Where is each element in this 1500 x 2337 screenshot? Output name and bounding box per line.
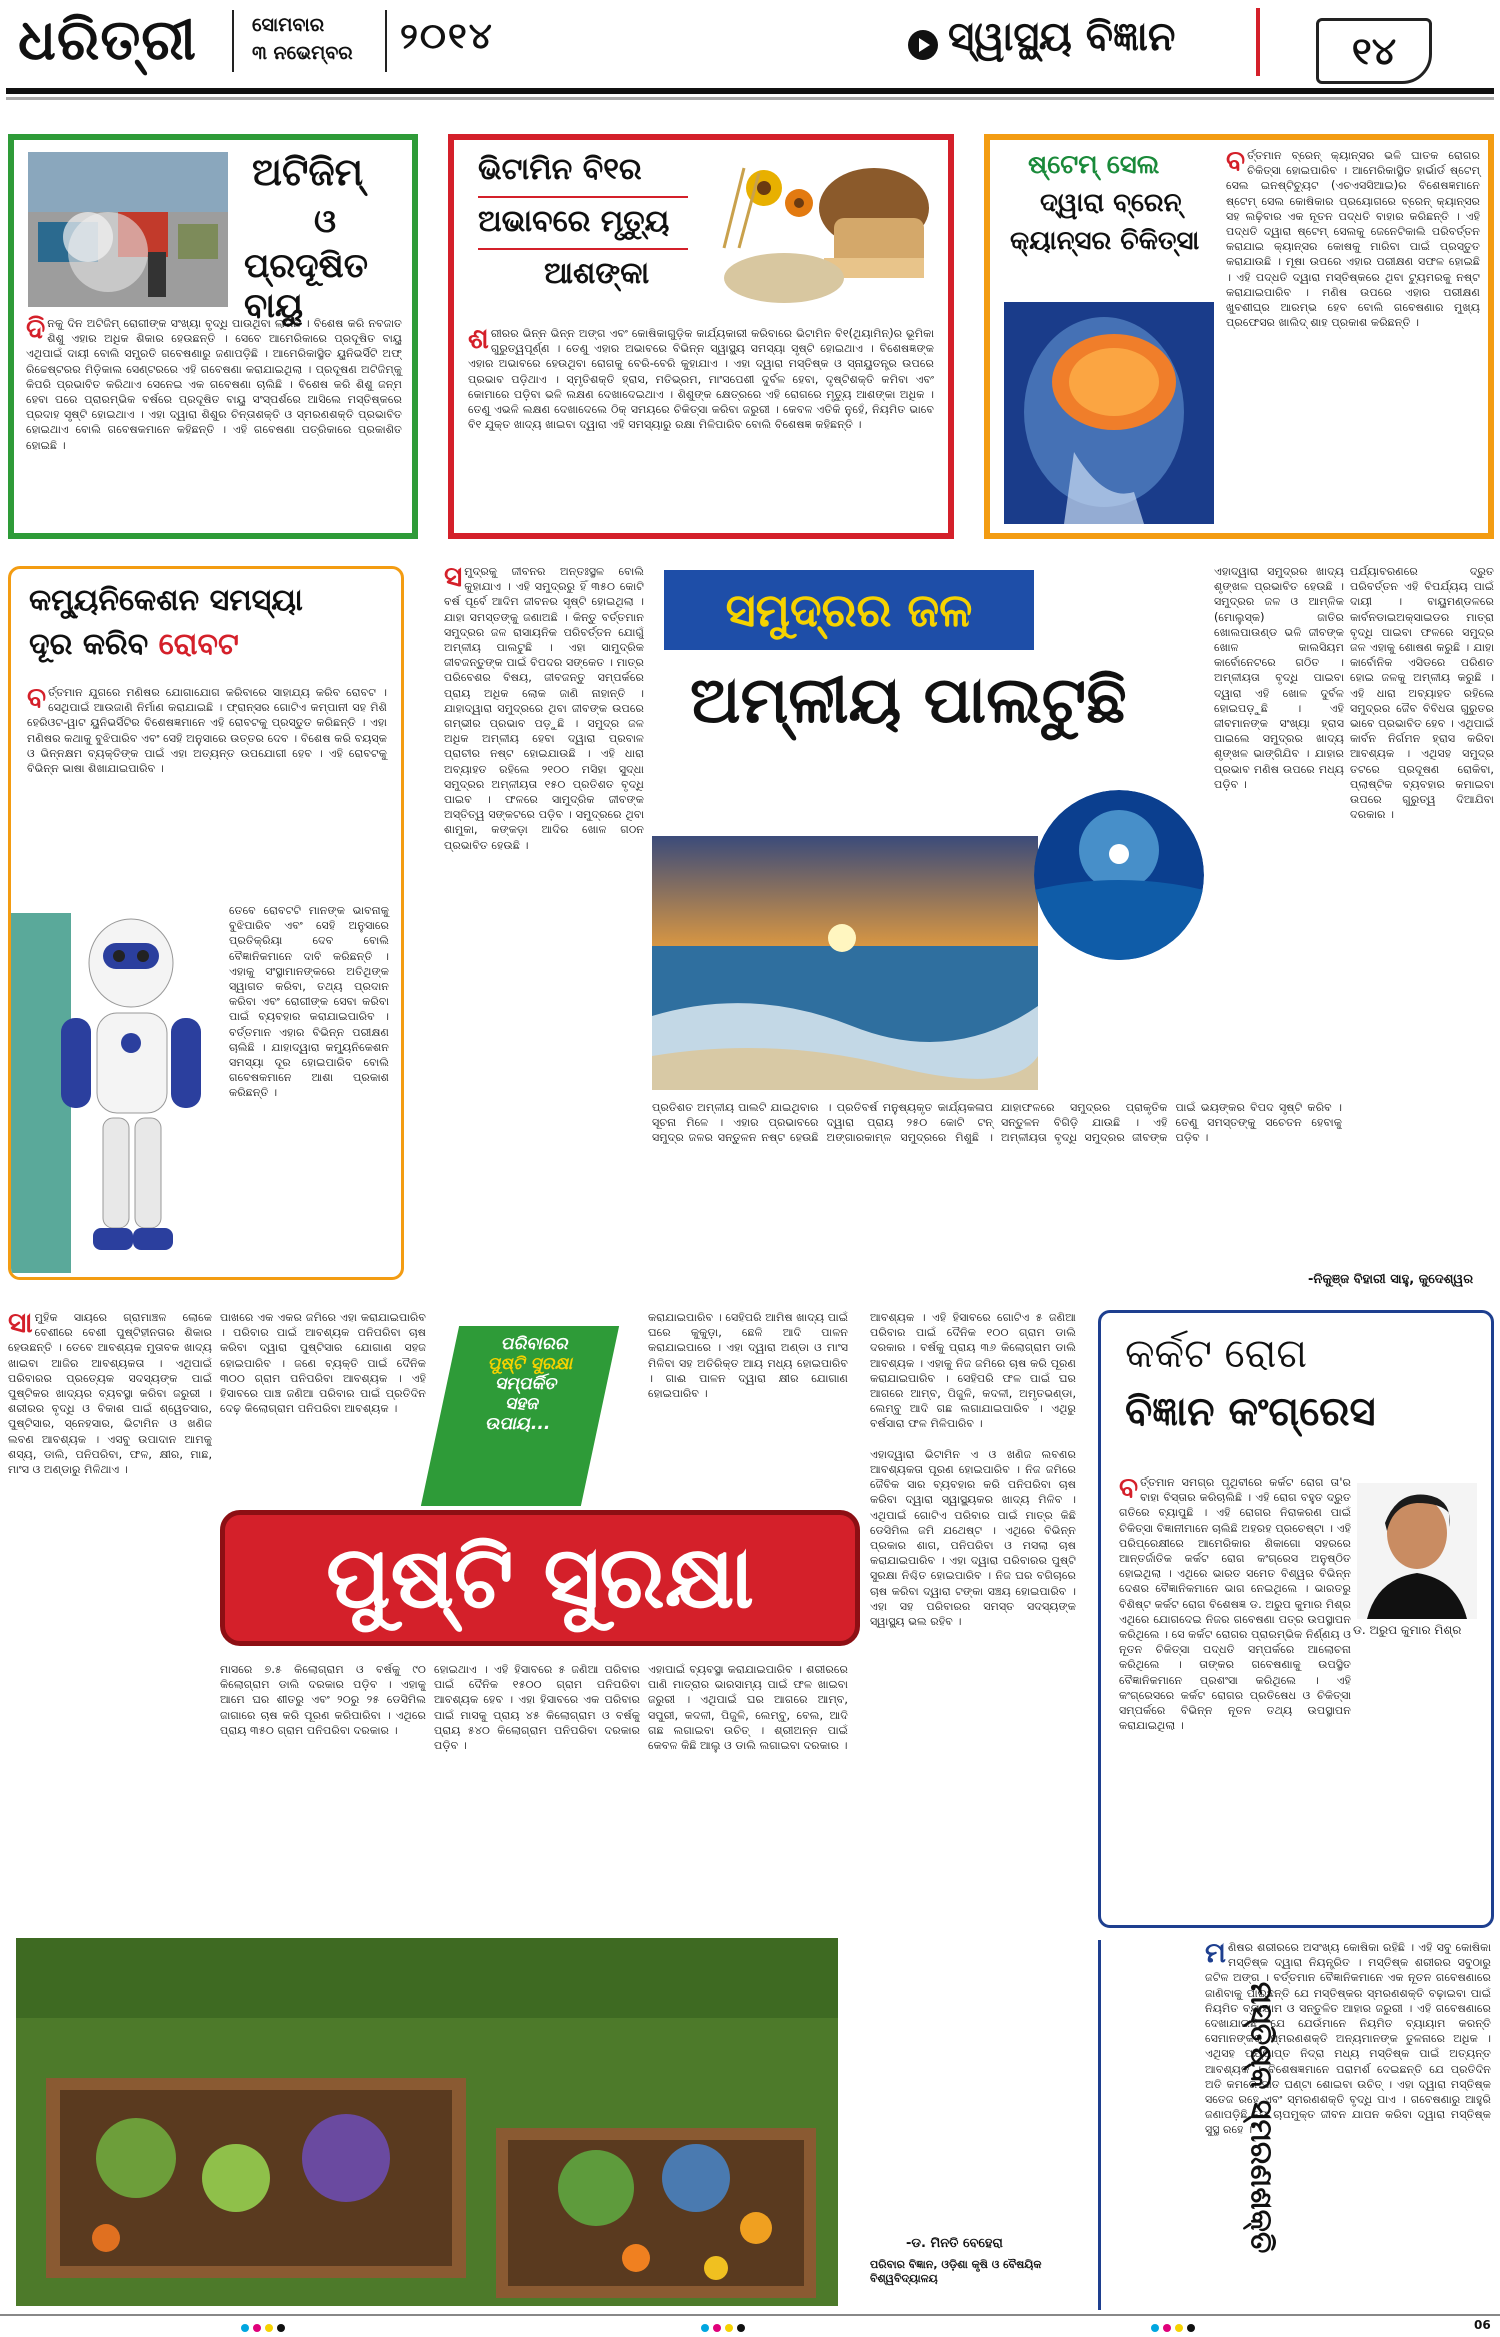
robot-title-line1: କମ୍ୟୁନିକେଶନ ସମସ୍ୟା [29,583,303,618]
nutrition-col3-text: କରାଯାଇପାରିବ । ସେହିପରି ଆମିଷ ଖାଦ୍ୟ ପାଇଁ ଘରେ କୁକୁଡ଼ା, ଛେଳି ଆଦି ପାଳନ କରାଯାଇପାରେ । ଏହା ଦ୍ୱାରା ଅଣ୍ଡା ଓ ମାଂସ ମିଳିବା ସହ ଅତିରିକ୍ତ ଆୟ ମଧ୍ୟ ହୋଇପାରିବ । ଗାଈ ପାଳନ ଦ୍ୱାରା କ୍ଷୀର ଯୋଗାଣ ହୋଇପାରିବ । [648,1311,848,1401]
footer-rule [0,2314,1500,2316]
autism-title-line1: ଅଟିଜିମ୍ [252,150,363,194]
vitamin-dropcap: ଶ [468,322,489,355]
nutrition-col4 [870,1310,1076,2210]
ocean-col2-text: ଏହାଦ୍ୱାରା ସମୁଦ୍ରର ଖାଦ୍ୟ ଶୃଙ୍ଖଳ ପ୍ରଭାବିତ ହେଉଛି । ସମୁଦ୍ରର ଜଳ ଓ ଆମ୍ଳିକ (ମୋଲୁସ୍କ) ଜାତିର ଖୋଲପାଉଣ୍ଡ ଭଳି ଜୀବଙ୍କ ଖୋଳ କାଲସିୟମ କାର୍ବୋନେଟରେ ଗଠିତ । ଅମ୍ଳୀୟତା ବୃଦ୍ଧି ପାଇବା ଦ୍ୱାରା ଏହି ଖୋଳ ଦୁର୍ବଳ ହୋଇପଡ଼ୁଛି । ଏହି ଜୀବମାନଙ୍କ ସଂଖ୍ୟା ହ୍ରାସ ପାଇଲେ ସମୁଦ୍ରର ଖାଦ୍ୟ ଶୃଙ୍ଖଳ ଭାଙ୍ଗିଯିବ । ଯାହାର ପ୍ରଭାବ ମଣିଷ ଉପରେ ମଧ୍ୟ ପଡ଼ିବ । [1214,565,1344,791]
ocean-col3-text: ପର୍ଯ୍ୟାବରଣରେ ଦ୍ରୁତ ପରିବର୍ତ୍ତନ ଏହି ବିପର୍ଯ୍ୟୟ ପାଇଁ ଦାୟୀ । ବାୟୁମଣ୍ଡଳରେ କାର୍ବନଡାଇଅକ୍ସାଇଡର ମାତ୍ରା ବୃଦ୍ଧି ପାଇବା ଫଳରେ ସମୁଦ୍ର ଜଳ ଏହାକୁ ଶୋଷଣ କରୁଛି । ଯାହା କାର୍ବୋନିକ ଏସିଡରେ ପରିଣତ ହୋଇ ଜଳକୁ ଅମ୍ଳୀୟ କରୁଛି । ଏହି ଧାରା ଅବ୍ୟାହତ ରହିଲେ ସମୁଦ୍ରର ଜୈବ ବିବିଧତା ଗୁରୁତର ଭାବେ ପ୍ରଭାବିତ ହେବ । ଏଥିପାଇଁ କାର୍ବନ ନିର୍ଗମନ ହ୍ରାସ କରିବା ଆବଶ୍ୟକ । ଏଥିସହ ସମୁଦ୍ର ତଟରେ ପ୍ରଦୂଷଣ ରୋକିବା, ପ୍ଲାଷ୍ଟିକ ବ୍ୟବହାର କମାଇବା ଉପରେ ଗୁରୁତ୍ୱ ଦିଆଯିବା ଦରକାର । [1350,565,1494,822]
brain-xray-photo [1004,302,1214,524]
stemcell-body [1226,144,1480,330]
stemcell-article [984,134,1494,539]
ocean-col2 [1214,564,1344,1004]
robot-photo [11,903,223,1280]
cancer-title-line2: ବିଜ୍ଞାନ କଂଗ୍ରେସ [1125,1389,1376,1435]
autism-article [8,134,418,539]
nutrition-banner [220,1510,860,1646]
nutrition-article [8,1306,1086,2306]
brain-side-title: ମସ୍ତିଷ୍କ ସ୍ମରଣଶକ୍ତି [1243,1981,1279,2254]
issue-year: ୨୦୧୪ [400,16,494,57]
brain-article [1098,1940,1494,2310]
nutrition-bottom3-text: ଏହାପାଇଁ ବ୍ୟବସ୍ଥା କରାଯାଇପାରିବ । ଶରୀରରେ ପାଣି ମାତ୍ରାର ଭାରସାମ୍ୟ ପାଇଁ ଫଳ ଖାଇବା ଜରୁରୀ । ଏଥିପାଇଁ ଘର ଆଗରେ ଆମ୍ବ, ସପୁରୀ, କଦଳୀ, ପିଜୁଳି, ଲେମ୍ବୁ, ବେଲ, ଆଦି ଗଛ ଲଗାଇବା ଉଚିତ୍ । ଶ୍ରୀଅନ୍ନ ପାଇଁ କେବଳ କିଛି ଆଲୁ ଓ ଡାଲି ଲଗାଇବା ଦରକାର । [648,1663,848,1753]
masthead-rule [6,97,1494,100]
nutrition-tag-line2: ପୁଷ୍ଟି ସୁରକ୍ଷା [486,1354,576,1374]
robot-title-text: ଦୂର କରିବ [29,627,149,662]
autism-title-line3: ପ୍ରଦୂଷିତ ବାୟୁ [244,246,368,326]
cancer-dropcap: ବ [1119,1471,1139,1504]
nutrition-col1 [8,1310,212,1850]
ocean-bottom-text: ପ୍ରତିଶତ ଅମ୍ଳୀୟ ପାଲଟି ଯାଇଥିବାର ସୂଚନା ମିଳେ । ଏହାର ପ୍ରଭାବରେ ସମୁଦ୍ର ଜଳର ସନ୍ତୁଳନ ନଷ୍ଟ ହେଉଛି । ପ୍ରତିବର୍ଷ ମନୁଷ୍ୟକୃତ କାର୍ଯ୍ୟକଳାପ ଦ୍ୱାରା ପ୍ରାୟ ୨୫୦ କୋଟି ଟନ୍ ଅଙ୍ଗାରକାମ୍ଳ ସମୁଦ୍ରରେ ମିଶୁଛି । ଯାହାଫଳରେ ସମୁଦ୍ରର ପ୍ରାକୃତିକ ସନ୍ତୁଳନ ବିଗିଡ଼ି ଯାଉଛି । ଏହି ଅମ୍ଳୀୟତା ବୃଦ୍ଧି ସମୁଦ୍ରର ଜୀବଙ୍କ ପାଇଁ ଭୟଙ୍କର ବିପଦ ସୃଷ୍ଟି କରିବ । ତେଣୁ ସମସ୍ତଙ୍କୁ ସଚେତନ ହେବାକୁ ପଡ଼ିବ । [652,1101,1342,1145]
robot-body-top [27,681,387,776]
title-underline [478,248,688,250]
issue-date: ୩ ନଭେମ୍ବର [252,42,353,64]
robot-body-side [229,903,389,1101]
ocean-col3 [1350,564,1494,1264]
nutrition-col4-text: ଆବଶ୍ୟକ । ଏହି ହିସାବରେ ଗୋଟିଏ ୫ ଜଣିଆ ପରିବାର ପାଇଁ ଦୈନିକ ୧୦୦ ଗ୍ରାମ ଡାଲି ଦରକାର । ବର୍ଷକୁ ପ୍ରାୟ ୩୬ କିଲୋଗ୍ରାମ ଡାଲି ଆବଶ୍ୟକ । ଏହାକୁ ନିଜ ଜମିରେ ଚାଷ କରି ପୂରଣ କରାଯାଇପାରିବ । ସେହିପରି ଫଳ ପାଇଁ ଘର ଆଗରେ ଆମ୍ବ, ପିଜୁଳି, କଦଳୀ, ଅମୃତଭଣ୍ଡା, ଲେମ୍ବୁ ଆଦି ଗଛ ଲଗାଯାଇପାରିବ । ଏଥିରୁ ବର୍ଷସାରା ଫଳ ମିଳିପାରିବ । [870,1311,1076,1431]
nutrition-tag-line1: ପରିବାରର [499,1334,571,1354]
stemcell-title-line1: ଷ୍ଟେମ୍ ସେଲ [1028,150,1160,180]
nutrition-tag-line4: ସହଜ [504,1394,542,1414]
nutrition-bottom1-text: ମାସରେ ୭.୫ କିଲୋଗ୍ରାମ ଓ ବର୍ଷକୁ ୯୦ କିଲୋଗ୍ରାମ ଡାଲି ଦରକାର ପଡ଼ିବ । ଏହାକୁ ଆମେ ଘର ଶୀତରୁ ଏବଂ ୨୦ରୁ ୨୫ ଡେସିମିଲ ଜାଗାରେ ଚାଷ କରି ପୂରଣ କରିପାରିବା । ଏଥିରେ ପ୍ରାୟ ୩୫୦ ଗ୍ରାମ ପନିପରିବା ଦରକାର । [220,1663,426,1737]
masthead-divider [232,10,234,72]
nutrition-byline: -ଡ. ମିନତି ବେହେରା [906,2236,1003,2251]
vitamin-article [448,134,954,539]
robot-body-top-text: ର୍ତ୍ତମାନ ଯୁଗରେ ମଣିଷର ଯୋଗାଯୋଗ କରିବାରେ ସାହାଯ୍ୟ କରିବ ରୋବଟ । ସେଥିପାଇଁ ଆଉଜାଣି ନିର୍ମାଣ କରାଯାଇଛି । ଫ୍ରାନ୍ସର ଗୋଟିଏ କମ୍ପାନୀ ସହ ମିଶି ହେରିଓଟ-ୱାଟ ୟୁନିଭର୍ସିଟିର ବିଶେଷଜ୍ଞମାନେ ଏହି ରୋବଟକୁ ପ୍ରସ୍ତୁତ କରିଛନ୍ତି । ଏହା ମଣିଷର କଥାକୁ ବୁଝିପାରିବ ଏବଂ ସେହି ଅନୁସାରେ ଉତ୍ତର ଦେବ । ବିଶେଷ କରି ବୟସ୍କ ଓ ଭିନ୍ନକ୍ଷମ ବ୍ୟକ୍ତିଙ୍କ ପାଇଁ ଏହା ଅତ୍ୟନ୍ତ ଉପଯୋଗୀ ହେବ । ଏହି ରୋବଟକୁ ବିଭିନ୍ନ ଭାଷା ଶିଖାଯାଇପାରିବ । [27,686,387,776]
autism-title-line2: ଓ [314,202,337,240]
nutrition-bottom1 [220,1662,426,1848]
section-title: ସ୍ୱାସ୍ଥ୍ୟ ବିଜ୍ଞାନ [948,14,1176,60]
cancer-title-line1: କର୍କଟ ରୋଗ [1125,1331,1308,1377]
masthead [0,0,1500,100]
masthead-divider [385,10,387,72]
brain-body-text: ଣିଷର ଶରୀରରେ ଅସଂଖ୍ୟ କୋଷିକା ରହିଛି । ଏହି ସବୁ କୋଷିକା ମସ୍ତିଷ୍କ ଦ୍ୱାରା ନିୟନ୍ତ୍ରିତ । ମସ୍ତିଷ୍କ ଶରୀରର ସବୁଠାରୁ ଜଟିଳ ଅଙ୍ଗ । ବର୍ତ୍ତମାନ ବୈଜ୍ଞାନିକମାନେ ଏକ ନୂତନ ଗବେଷଣାରେ ଜାଣିବାକୁ ପାଇଛନ୍ତି ଯେ ମସ୍ତିଷ୍କର ସ୍ମରଣଶକ୍ତି ବଢ଼ାଇବା ପାଇଁ ନିୟମିତ ବ୍ୟାୟାମ ଓ ସନ୍ତୁଳିତ ଆହାର ଜରୁରୀ । ଏହି ଗବେଷଣାରେ ଦେଖାଯାଇଛି ଯେ ଯେଉଁମାନେ ନିୟମିତ ବ୍ୟାୟାମ କରନ୍ତି ସେମାନଙ୍କର ସ୍ମରଣଶକ୍ତି ଅନ୍ୟମାନଙ୍କ ତୁଳନାରେ ଅଧିକ । ଏଥିସହ ପର୍ଯ୍ୟାପ୍ତ ନିଦ୍ରା ମଧ୍ୟ ମସ୍ତିଷ୍କ ପାଇଁ ଅତ୍ୟନ୍ତ ଆବଶ୍ୟକ । ବିଶେଷଜ୍ଞମାନେ ପରାମର୍ଶ ଦେଇଛନ୍ତି ଯେ ପ୍ରତିଦିନ ଅତି କମରେ ସାତ ଘଣ୍ଟା ଶୋଇବା ଉଚିତ୍ । ଏହା ଦ୍ୱାରା ମସ୍ତିଷ୍କ ସତେଜ ରହେ ଏବଂ ସ୍ମରଣଶକ୍ତି ବୃଦ୍ଧି ପାଏ । ଗବେଷଣାରୁ ଆହୁରି ଜଣାପଡ଼ିଛି ଯେ ଚାପମୁକ୍ତ ଜୀବନ ଯାପନ କରିବା ଦ୍ୱାରା ମସ୍ତିଷ୍କ ସୁସ୍ଥ ରହେ । [1205,1941,1491,2137]
vitamin-body-text: ରୀରର ଭିନ୍ନ ଭିନ୍ନ ଅଙ୍ଗ ଏବଂ କୋଷିକାଗୁଡ଼ିକ କାର୍ଯ୍ୟକାରୀ କରିବାରେ ଭିଟାମିନ ବି୧(ଥିୟାମିନ୍)ର ଭୂମିକା ଗୁରୁତ୍ୱପୂର୍ଣ୍ଣ । ତେଣୁ ଏହାର ଅଭାବରେ ବିଭିନ୍ନ ସ୍ୱାସ୍ଥ୍ୟ ସମସ୍ୟା ସୃଷ୍ଟି ହୋଇଥାଏ । ବିଶେଷଜ୍ଞଙ୍କ ଏହାର ଅଭାବରେ ହେଉଥିବା ରୋଗକୁ ବେରି-ବେରି କୁହାଯାଏ । ଏହା ଦ୍ୱାରା ମସ୍ତିଷ୍କ ଓ ସ୍ନାୟୁତନ୍ତ୍ର ଉପରେ ପ୍ରଭାବ ପଡ଼ିଥାଏ । ସ୍ମୃତିଶକ୍ତି ହ୍ରାସ, ମତିଭ୍ରମ, ମାଂସପେଶୀ ଦୁର୍ବଳ ହେବା, ଦୃଷ୍ଟିଶକ୍ତି କମିବା ଏବଂ କୋମାରେ ପଡ଼ିବା ଭଳି ଲକ୍ଷଣ ଦେଖାଦେଇଥାଏ । ଶିଶୁଙ୍କ କ୍ଷେତ୍ରରେ ଏହି ରୋଗରେ ମୃତ୍ୟୁ ଆଶଙ୍କା ଅଧିକ । ତେଣୁ ଏଭଳି ଲକ୍ଷଣ ଦେଖାଦେଲେ ଠିକ୍ ସମୟରେ ଚିକିତ୍ସା କରିବା ଜରୁରୀ । କେବଳ ଏତିକି ନୁହେଁ, ନିୟମିତ ଭାବେ ବି୧ ଯୁକ୍ତ ଖାଦ୍ୟ ଖାଇବା ଦ୍ୱାରା ଏହି ସମସ୍ୟାରୁ ରକ୍ଷା ମିଳିପାରିବ ବୋଲି ବିଶେଷଜ୍ଞ କହିଛନ୍ତି । [468,327,934,432]
robot-article [8,566,404,1280]
registration-mark-icon [700,2318,760,2328]
nutrition-bottom2-text: ହୋଇଥାଏ । ଏହି ହିସାବରେ ୫ ଜଣିଆ ପରିବାର ପାଇଁ ଦୈନିକ ୧୫୦୦ ଗ୍ରାମ ପନିପରିବା ଆବଶ୍ୟକ ହେବ । ଏହା ହିସାବରେ ଏକ ପରିବାର ପାଇଁ ମାସକୁ ପ୍ରାୟ ୪୫ କିଲୋଗ୍ରାମ ଓ ବର୍ଷକୁ ପ୍ରାୟ ୫୪୦ କିଲୋଗ୍ରାମ ପନିପରିବା ଦରକାର ପଡ଼ିବ । [434,1663,640,1753]
ocean-title-line2: ଅମ୍ଳୀୟ ପାଲଟୁଛି [690,664,1127,738]
nutrition-banner-text: ପୁଷ୍ଟି ସୁରକ୍ଷା [326,1528,754,1628]
ocean-bottom [652,1100,1342,1260]
stemcell-title-line2: ଦ୍ୱାରା ବ୍ରେନ୍ [1040,188,1182,218]
title-underline [478,196,688,198]
nutrition-tag-line5: ଉପାୟ... [484,1414,553,1434]
cancer-body-text: ର୍ତ୍ତମାନ ସମଗ୍ର ପୃଥିବୀରେ କର୍କଟ ରୋଗ ତା'ର ବାହା ବିସ୍ତାର କରିଚାଲିଛି । ଏହି ରୋଗ ବହୁତ ଦ୍ରୁତ ଗତିରେ ବ୍ୟାପୁଛି । ଏହି ରୋଗର ନିରାକରଣ ପାଇଁ ଚିକିତ୍ସା ବିଜ୍ଞାନୀମାନେ ଚାଲିଛି ଅହରହ ପ୍ରଚେଷ୍ଟା । ଏହି ପରିପ୍ରେକ୍ଷୀରେ ଆମେରିକାର ଶିକାଗୋ ସହରରେ ଆନ୍ତର୍ଜାତିକ କର୍କଟ ରୋଗ କଂଗ୍ରେସ ଅନୁଷ୍ଠିତ ହୋଇଥିଲା । ଏଥିରେ ଭାରତ ସମେତ ବିଶ୍ୱର ବିଭିନ୍ନ ଦେଶର ବୈଜ୍ଞାନିକମାନେ ଭାଗ ନେଇଥିଲେ । ଭାରତରୁ ବିଶିଷ୍ଟ କର୍କଟ ରୋଗ ବିଶେଷଜ୍ଞ ଡ. ଅରୁପ କୁମାର ମିଶ୍ର ଏଥିରେ ଯୋଗଦେଇ ନିଜର ଗବେଷଣା ପତ୍ର ଉପସ୍ଥାପନ କରିଥିଲେ । ସେ କର୍କଟ ରୋଗର ପ୍ରାରମ୍ଭିକ ନିର୍ଣ୍ଣୟ ଓ ନୂତନ ଚିକିତ୍ସା ପଦ୍ଧତି ସମ୍ପର୍କରେ ଆଲୋଚନା କରିଥିଲେ । ତାଙ୍କର ଗବେଷଣାକୁ ଉପସ୍ଥିତ ବୈଜ୍ଞାନିକମାନେ ପ୍ରଶଂସା କରିଥିଲେ । ଏହି କଂଗ୍ରେସରେ କର୍କଟ ରୋଗର ପ୍ରତିଷେଧ ଓ ଚିକିତ୍ସା ସମ୍ପର୍କରେ ବିଭିନ୍ନ ନୂତନ ତଥ୍ୟ ଉପସ୍ଥାପନ କରାଯାଇଥିଲା । [1119,1476,1351,1733]
masthead-rule [6,88,1494,94]
robot-dropcap: ବ [27,681,47,714]
nutrition-col5-text: ଏହାଦ୍ୱାରା ଭିଟାମିନ ଏ ଓ ଖଣିଜ ଲବଣର ଆବଶ୍ୟକତା ପୂରଣ ହୋଇପାରିବ । ନିଜ ଜମିରେ ଜୈବିକ ସାର ବ୍ୟବହାର କରି ପନିପରିବା ଚାଷ କରିବା ଦ୍ୱାରା ସ୍ୱାସ୍ଥ୍ୟକର ଖାଦ୍ୟ ମିଳିବ । ଏଥିପାଇଁ ଗୋଟିଏ ପରିବାର ପାଇଁ ମାତ୍ର କିଛି ଡେସିମିଲ ଜମି ଯଥେଷ୍ଟ । ଏଥିରେ ବିଭିନ୍ନ ପ୍ରକାର ଶାଗ, ପନିପରିବା ଓ ମସଲା ଚାଷ କରାଯାଇପାରିବ । ଏହା ଦ୍ୱାରା ପରିବାରର ପୁଷ୍ଟି ସୁରକ୍ଷା ନିଶ୍ଚିତ ହୋଇପାରିବ । ନିଜ ଘର ବଗିଚାରେ ଚାଷ କରିବା ଦ୍ୱାରା ଟଙ୍କା ସଞ୍ଚୟ ହୋଇପାରିବ । ଏହା ସହ ପରିବାରର ସମସ୍ତ ସଦସ୍ୟଙ୍କ ସ୍ୱାସ୍ଥ୍ୟ ଭଲ ରହିବ । [870,1447,1076,1629]
sunset-sea-photo [652,836,1038,1090]
page-number: ୧୪ [1316,18,1432,84]
nutrition-col2 [220,1310,426,1510]
kitchen-garden-photo [16,1938,838,2306]
section-divider [1256,8,1260,76]
stemcell-dropcap: ବ [1226,144,1246,177]
ocean-title-line1-text: ସମୁଦ୍ରର ଜଳ [725,583,973,637]
ocean-col1 [444,564,644,1234]
registration-mark-icon [240,2318,300,2328]
vitamin-body [468,322,934,432]
robot-title-highlight: ରୋବଟ [158,627,239,662]
vitamin-title-line2: ଅଭାବରେ ମୃତ୍ୟୁ [478,204,670,239]
nutrition-tag-line3: ସମ୍ପର୍କିତ [494,1374,560,1394]
ocean-dropcap: ସ [444,564,463,593]
stemcell-title-line3: କ୍ୟାନ୍ସର ଚିକିତ୍ସା [1010,226,1200,256]
nutrition-col3 [648,1310,848,1510]
nutrition-bottom3 [648,1662,848,1848]
nutrition-bottom2 [434,1662,640,1848]
nutrition-col2-text: ପାଖରେ ଏକ ଏକର ଜମିରେ ଏହା କରାଯାଇପାରିବ । ପରିବାର ପାଇଁ ଆବଶ୍ୟକ ପନିପରିବା ଚାଷ କରିବା ଦ୍ୱାରା ପୁଷ୍ଟିସାର ଯୋଗାଣ ସହଜ ହୋଇପାରିବ । ଜଣେ ବ୍ୟକ୍ତି ପାଇଁ ଦୈନିକ ୩୦୦ ଗ୍ରାମ ପନିପରିବା ଆବଶ୍ୟକ । ଏହି ହିସାବରେ ପାଞ୍ଚ ଜଣିଆ ପରିବାର ପାଇଁ ପ୍ରତିଦିନ ଦେଢ଼ କିଲୋଗ୍ରାମ ପନିପରିବା ଆବଶ୍ୟକ । [220,1311,426,1416]
robot-body-side-text: ତେବେ ରୋବଟଟି ମାନଙ୍କ ଭାବନାକୁ ବୁଝିପାରିବ ଏବଂ ସେହି ଅନୁସାରେ ପ୍ରତିକ୍ରିୟା ଦେବ ବୋଲି ବୈଜ୍ଞାନିକମାନେ ଦାବି କରିଛନ୍ତି । ଏହାକୁ ସଂସ୍ଥାମାନଙ୍କରେ ଅତିଥିଙ୍କ ସ୍ୱାଗତ କରିବା, ତଥ୍ୟ ପ୍ରଦାନ କରିବା ଏବଂ ରୋଗୀଙ୍କ ସେବା କରିବା ପାଇଁ ବ୍ୟବହାର କରାଯାଇପାରିବ । ବର୍ତ୍ତମାନ ଏହାର ବିଭିନ୍ନ ପରୀକ୍ଷଣ ଚାଲିଛି । ଯାହାଦ୍ୱାରା କମ୍ୟୁନିକେଶନ ସମସ୍ୟା ଦୂର ହୋଇପାରିବ ବୋଲି ଗବେଷକମାନେ ଆଶା ପ୍ରକାଶ କରିଛନ୍ତି । [229,904,389,1100]
autism-dropcap: ଦି [26,312,46,345]
traffic-pollution-photo [28,152,228,307]
ocean-byline: -ନିକୁଞ୍ଜ ବିହାରୀ ସାହୁ, କୁଦେଶ୍ୱର [1308,1272,1474,1287]
ocean-col1-text: ମୁଦ୍ରକୁ ଜୀବନର ଅନ୍ତଃସ୍ଥଳ ବୋଲି କୁହାଯାଏ । ଏହି ସମୁଦ୍ରରୁ ହିଁ ୩୫୦ କୋଟି ବର୍ଷ ପୂର୍ବେ ଆଦିମ ଜୀବନର ସୃଷ୍ଟି ହୋଇଥିଲା । ଯାହା ସମସ୍ତଙ୍କୁ ଜଣାଅଛି । କିନ୍ତୁ ବର୍ତ୍ତମାନ ସମୁଦ୍ରର ଜଳ ରାସାୟନିକ ପରିବର୍ତ୍ତନ ଯୋଗୁଁ ଅମ୍ଳୀୟ ପାଲଟୁଛି । ଏହା ସାମୁଦ୍ରିକ ଜୀବଜନ୍ତୁଙ୍କ ପାଇଁ ବିପଦର ସଙ୍କେତ । ମାତ୍ର ପରିବେଶର ବିଷୟ, ଜୀବଜନ୍ତୁ ସମ୍ପର୍କରେ ପ୍ରାୟ ଅଧିକ ଲୋକ ଜାଣି ନାହାନ୍ତି । ଯାହାଦ୍ୱାରା ସମୁଦ୍ରରେ ଥିବା ଜୀବଙ୍କ ଉପରେ ଗମ୍ଭୀର ପ୍ରଭାବ ପଡ଼ୁଛି । ସମୁଦ୍ର ଜଳ ଅଧିକ ଅମ୍ଳୀୟ ହେବା ଦ୍ୱାରା ପ୍ରବାଳ ପ୍ରାଚୀର ନଷ୍ଟ ହୋଇଯାଉଛି । ଏହି ଧାରା ଅବ୍ୟାହତ ରହିଲେ ୨୧୦୦ ମସିହା ସୁଦ୍ଧା ସମୁଦ୍ରର ଅମ୍ଳୀୟତା ୧୫୦ ପ୍ରତିଶତ ବୃଦ୍ଧି ପାଇବ । ଫଳରେ ସାମୁଦ୍ରିକ ଜୀବଙ୍କ ଅସ୍ତିତ୍ୱ ସଙ୍କଟରେ ପଡ଼ିବ । ସମୁଦ୍ରରେ ଥିବା ଶାମୁକା, କଙ୍କଡ଼ା ଆଦିର ଖୋଳ ଗଠନ ପ୍ରଭାବିତ ହେଉଛି । [444,565,644,852]
nutrition-dropcap: ସା [8,1310,33,1339]
ocean-title-line1 [664,570,1034,650]
nutrition-byline-affiliation: ପରିବାର ବିଜ୍ଞାନ, ଓଡ଼ିଶା କୃଷି ଓ ବୈଷୟିକ ବିଶ୍ୱବିଦ୍ୟାଳୟ [870,2258,1042,2285]
scientist-portrait-photo [1357,1483,1477,1619]
autism-body [26,312,402,453]
registration-mark-icon [1150,2318,1210,2328]
footer-page-code: 06 [1474,2318,1491,2332]
vitamin-title-line1: ଭିଟାମିନ ବି୧ର [478,152,642,187]
vitamin-title-line3: ଆଶଙ୍କା [544,256,650,291]
autism-body-text: ନକୁ ଦିନ ଅଟିଜିମ୍ ରୋଗୀଙ୍କ ସଂଖ୍ୟା ବୃଦ୍ଧି ପାଉଥିବା ଲାଗିଛି । ବିଶେଷ କରି ନବଜାତ ଶିଶୁ ଏହାର ଅଧିକ ଶିକାର ହେଉଛନ୍ତି । ସେବେ ଆମେରିକାରେ ପ୍ରଦୂଷିତ ବାୟୁ ଏଥିପାଇଁ ଦାୟୀ ବୋଲି ସମ୍ପ୍ରତି ଗବେଷଣାରୁ ଜଣାପଡ଼ିଛି । ଆମେରିକାସ୍ଥିତ ୟୁନିଭର୍ସିଟି ଅଫ୍ ରିଚ୍ଚେଷ୍ଟରର ମିଡ଼ିକାଲ ସେଣ୍ଟରରେ ଏହି ଗବେଷଣା କରାଯାଇଥିଲା । ପ୍ରଦୂଷଣ ଅଟିଜିମ୍କୁ କିପରି ପ୍ରଭାବିତ କରିଥାଏ ସେନେଇ ଏକ ଗବେଷଣା ଚାଲିଛି । ବିଶେଷ କରି ଶିଶୁ ଜନ୍ମ ହେବା ପରେ ପ୍ରାରମ୍ଭିକ ବର୍ଷରେ ପ୍ରଦୂଷିତ ବାୟୁ ସଂସ୍ପର୍ଶରେ ଆସିଲେ ମସ୍ତିଷ୍କରେ ପ୍ରଦାହ ସୃଷ୍ଟି ହୋଇଥାଏ । ଏହା ଦ୍ୱାରା ଶିଶୁର ଚିନ୍ତାଶକ୍ତି ଓ ସ୍ମରଣଶକ୍ତି ପ୍ରଭାବିତ ହୋଇଥାଏ ବୋଲି ଗବେଷକମାନେ କହିଛନ୍ତି । ଏହି ଗବେଷଣା ପତ୍ରିକାରେ ପ୍ରକାଶିତ ହୋଇଛି । [26,317,402,452]
bread-grains-photo [704,148,939,318]
ocean-globe-photo [1034,790,1204,960]
brain-dropcap: ମ [1205,1940,1226,1969]
paper-name: ଧରିତ୍ରୀ [18,8,197,73]
play-bullet-icon [908,30,938,60]
cancer-article [1098,1310,1494,1928]
cancer-photo-caption: ଡ. ଅରୁପ କୁମାର ମିଶ୍ର [1353,1623,1462,1637]
robot-title-line2 [29,627,239,662]
nutrition-tag [421,1326,619,1506]
brain-body [1205,1940,1491,2138]
nutrition-col1-text: ମୁହିକ ସାୟରେ ଗ୍ରାମାଞ୍ଚଳ ଲୋକେ ବେଶୀରେ ବେଶୀ ପୁଷ୍ଟିହୀନତାର ଶିକାର ହେଉଛନ୍ତି । ତେବେ ଆବଶ୍ୟକ ମୁତାବକ ଖାଦ୍ୟ ଖାଇବା ଆଜିର ଆବଶ୍ୟକତା । ଏଥିପାଇଁ ପରିବାରର ପ୍ରତ୍ୟେକ ସଦସ୍ୟଙ୍କ ପାଇଁ ପୁଷ୍ଟିକର ଖାଦ୍ୟର ବ୍ୟବସ୍ଥା କରିବା ଜରୁରୀ । ଶରୀରର ବୃଦ୍ଧି ଓ ବିକାଶ ପାଇଁ ଶ୍ୱେତସାର, ପୁଷ୍ଟିସାର, ସ୍ନେହସାର, ଭିଟାମିନ ଓ ଖଣିଜ ଲବଣ ଆବଶ୍ୟକ । ଏସବୁ ଉପାଦାନ ଆମକୁ ଶସ୍ୟ, ଡାଲି, ପନିପରିବା, ଫଳ, କ୍ଷୀର, ମାଛ, ମାଂସ ଓ ଅଣ୍ଡାରୁ ମିଳିଥାଏ । [8,1311,212,1477]
cancer-body [1119,1471,1351,1733]
stemcell-body-text: ର୍ତ୍ତମାନ ବ୍ରେନ୍ କ୍ୟାନ୍ସର ଭଳି ଘାତକ ରୋଗର ଚିକିତ୍ସା ହୋଇପାରିବ । ଆମେରିକାସ୍ଥିତ ହାର୍ଭାର୍ଡ ଷ୍ଟେମ୍ ସେଲ ଇନଷ୍ଟିଚ୍ୟୁଟ (ଏଚଏସସିଆଇ)ର ବିଶେଷଜ୍ଞମାନେ ଷ୍ଟେମ୍ ସେଲ କୋଷିକାର ପ୍ରୟୋଗରେ ବ୍ରେନ୍ କ୍ୟାନ୍ସର ସହ ଲଢ଼ିବାର ଏକ ନୂତନ ପଦ୍ଧତି ବାହାର କରିଛନ୍ତି । ଏହି ପଦ୍ଧତି ଦ୍ୱାରା ଷ୍ଟେମ୍ ସେଲକୁ ଜେନେଟିକାଲି ପରିବର୍ତ୍ତନ କରାଯାଇ କ୍ୟାନ୍ସର କୋଷକୁ ମାରିବା ପାଇଁ ପ୍ରସ୍ତୁତ କରାଯାଉଛି । ମୂଷା ଉପରେ ଏହାର ପରୀକ୍ଷଣ ସଫଳ ହୋଇଛି । ଏହି ପଦ୍ଧତି ଦ୍ୱାରା ମସ୍ତିଷ୍କରେ ଥିବା ଟ୍ୟୁମରକୁ ନଷ୍ଟ କରାଯାଇପାରିବ । ମଣିଷ ଉପରେ ଏହାର ପରୀକ୍ଷଣ ଖୁବଶୀଘ୍ର ଆରମ୍ଭ ହେବ ବୋଲି ଗବେଷଣାର ମୁଖ୍ୟ ପ୍ରଫେସର ଖାଲିଦ୍ ଶାହ ପ୍ରକାଶ କରିଛନ୍ତି । [1226,149,1480,330]
ocean-article [440,560,1494,1300]
issue-day: ସୋମବାର [252,14,325,36]
